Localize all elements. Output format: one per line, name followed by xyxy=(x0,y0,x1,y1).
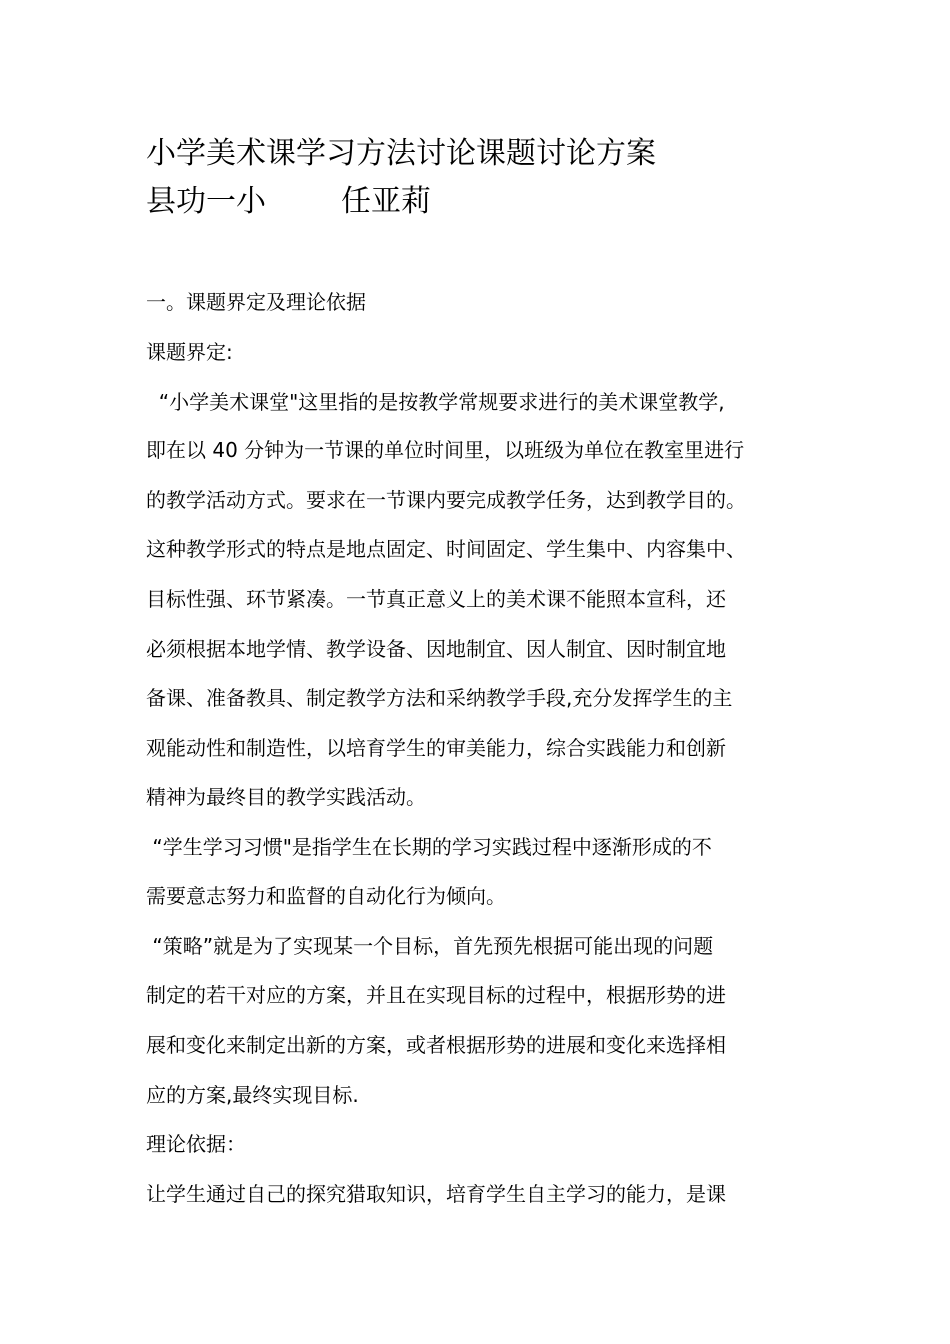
body-line: 精神为最终目的教学实践活动。 xyxy=(146,785,426,809)
body-line: “学生学习习惯"是指学生在长期的学习实践过程中逐渐形成的不 xyxy=(146,835,712,859)
body-line: 让学生通过自己的探究猎取知识，培育学生自主学习的能力，是课 xyxy=(146,1182,726,1206)
body-line: “小学美术课堂"这里指的是按教学常规要求进行的美术课堂教学, xyxy=(146,390,725,414)
section-heading: 一。课题界定及理论依据 xyxy=(146,290,366,314)
author-line xyxy=(146,184,431,220)
body-line: 制定的若干对应的方案，并且在实现目标的过程中，根据形势的进 xyxy=(146,983,726,1007)
body-line: 的教学活动方式。要求在一节课内要完成教学任务，达到教学目的。 xyxy=(146,488,746,512)
subheading-definition: 课题界定: xyxy=(146,340,233,364)
body-line: 必须根据本地学情、教学设备、因地制宜、因人制宜、因时制宜地 xyxy=(146,637,726,661)
author-school: 县功一小 xyxy=(146,184,266,219)
author-name: 任亚莉 xyxy=(341,184,431,219)
body-line: 需要意志努力和监督的自动化行为倾向。 xyxy=(146,884,506,908)
body-line: 展和变化来制定出新的方案，或者根据形势的进展和变化来选择相 xyxy=(146,1033,726,1057)
body-line: 目标性强、环节紧凑。一节真正意义上的美术课不能照本宣科，还 xyxy=(146,587,726,611)
body-line: 即在以 40 分钟为一节课的单位时间里，以班级为单位在教室里进行 xyxy=(146,438,745,462)
body-line: 观能动性和制造性，以培育学生的审美能力，综合实践能力和创新 xyxy=(146,736,726,760)
document-title: 小学美术课学习方法讨论课题讨论方案 xyxy=(146,136,656,171)
subheading-theory: 理论依据： xyxy=(146,1132,246,1156)
body-line: 这种教学形式的特点是地点固定、时间固定、学生集中、内容集中、 xyxy=(146,537,746,561)
body-line: 应的方案,最终实现目标. xyxy=(146,1083,359,1107)
body-line: 备课、准备教具、制定教学方法和采纳教学手段,充分发挥学生的主 xyxy=(146,686,733,710)
body-line: “策略”就是为了实现某一个目标，首先预先根据可能出现的问题 xyxy=(146,934,714,958)
